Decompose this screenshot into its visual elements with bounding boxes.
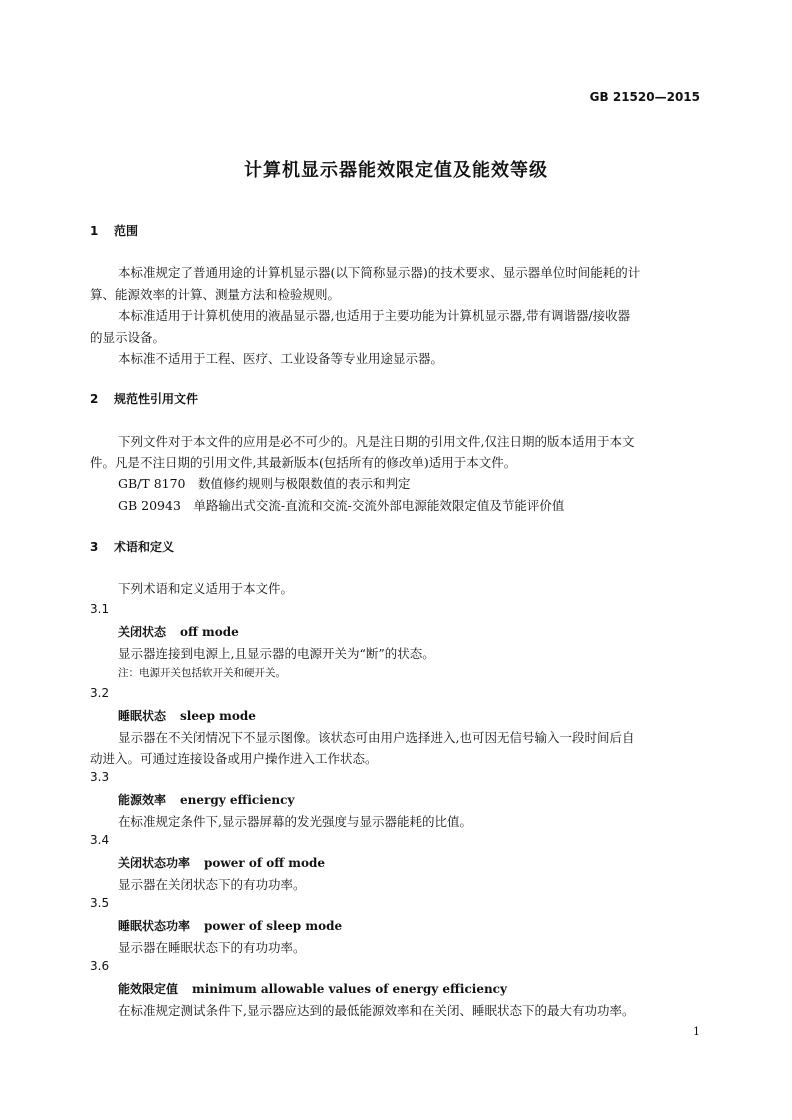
term-number: 3.2 <box>90 686 110 700</box>
paragraph-line: 本标准适用于计算机使用的液晶显示器,也适用于主要功能为计算机显示器,带有调谐器/接收器 <box>118 308 631 323</box>
term-definition: 在标准规定条件下,显示器屏幕的发光强度与显示器能耗的比值。 <box>118 814 472 829</box>
term-name-zh: 睡眠状态功率 <box>118 919 191 933</box>
term-name-en: energy efficiency <box>180 793 295 807</box>
term-heading <box>118 854 325 871</box>
paragraph-line: 件。凡是不注日期的引用文件,其最新版本(包括所有的修改单)适用于本文件。 <box>90 455 517 470</box>
term-note: 注：电源开关包括软开关和硬开关。 <box>118 667 286 679</box>
section-2-heading <box>90 390 198 407</box>
term-heading <box>118 791 294 808</box>
term-name-en: minimum allowable values of energy efficiency <box>192 982 507 996</box>
term-number: 3.4 <box>90 833 110 847</box>
paragraph-line: 本标准不适用于工程、医疗、工业设备等专业用途显示器。 <box>118 351 444 366</box>
page-number: 1 <box>693 1025 700 1038</box>
section-1-heading <box>90 222 138 239</box>
term-name-zh: 关闭状态 <box>118 625 167 639</box>
paragraph-line: 的显示设备。 <box>90 330 166 345</box>
document-title: 计算机显示器能效限定值及能效等级 <box>244 160 548 181</box>
term-name-zh: 关闭状态功率 <box>118 856 191 870</box>
term-definition: 显示器连接到电源上,且显示器的电源开关为“断”的状态。 <box>118 646 435 661</box>
term-definition: 显示器在关闭状态下的有功功率。 <box>118 877 306 892</box>
term-name-en: off mode <box>180 625 239 639</box>
term-number: 3.3 <box>90 770 110 784</box>
reference-item: GB 20943 单路输出式交流-直流和交流-交流外部电源能效限定值及节能评价值 <box>118 498 565 513</box>
term-definition: 动进入。可通过连接设备或用户操作进入工作状态。 <box>90 751 378 766</box>
paragraph-line: 下列文件对于本文件的应用是必不可少的。凡是注日期的引用文件,仅注日期的版本适用于本文 <box>118 434 635 449</box>
paragraph-line: 本标准规定了普通用途的计算机显示器(以下简称显示器)的技术要求、显示器单位时间能耗的计 <box>118 265 641 280</box>
term-number: 3.5 <box>90 896 110 910</box>
term-name-zh: 睡眠状态 <box>118 709 167 723</box>
paragraph-line: 算、能源效率的计算、测量方法和检验规则。 <box>90 287 341 302</box>
term-heading <box>118 623 239 640</box>
reference-item: GB/T 8170 数值修约规则与极限数值的表示和判定 <box>118 476 411 491</box>
term-number: 3.1 <box>90 602 110 616</box>
section-number: 3 <box>90 540 99 554</box>
section-number: 1 <box>90 224 99 238</box>
term-definition: 显示器在睡眠状态下的有功功率。 <box>118 940 306 955</box>
term-number: 3.6 <box>90 959 110 973</box>
term-name-zh: 能效限定值 <box>118 982 179 996</box>
standard-number: GB 21520—2015 <box>589 90 700 104</box>
term-name-en: sleep mode <box>180 709 256 723</box>
term-definition: 显示器在不关闭情况下不显示图像。该状态可由用户选择进入,也可因无信号输入一段时间后自 <box>118 730 635 745</box>
term-heading <box>118 917 342 934</box>
section-3-heading <box>90 538 174 555</box>
term-heading <box>118 707 256 724</box>
paragraph-line: 下列术语和定义适用于本文件。 <box>118 581 294 596</box>
section-title: 规范性引用文件 <box>114 392 199 406</box>
term-name-en: power of off mode <box>204 856 325 870</box>
section-number: 2 <box>90 392 99 406</box>
section-title: 范围 <box>114 224 139 238</box>
term-heading <box>118 980 507 997</box>
term-name-zh: 能源效率 <box>118 793 167 807</box>
term-name-en: power of sleep mode <box>204 919 343 933</box>
section-title: 术语和定义 <box>114 540 175 554</box>
term-definition: 在标准规定测试条件下,显示器应达到的最低能源效率和在关闭、睡眠状态下的最大有功功率。 <box>118 1003 635 1018</box>
